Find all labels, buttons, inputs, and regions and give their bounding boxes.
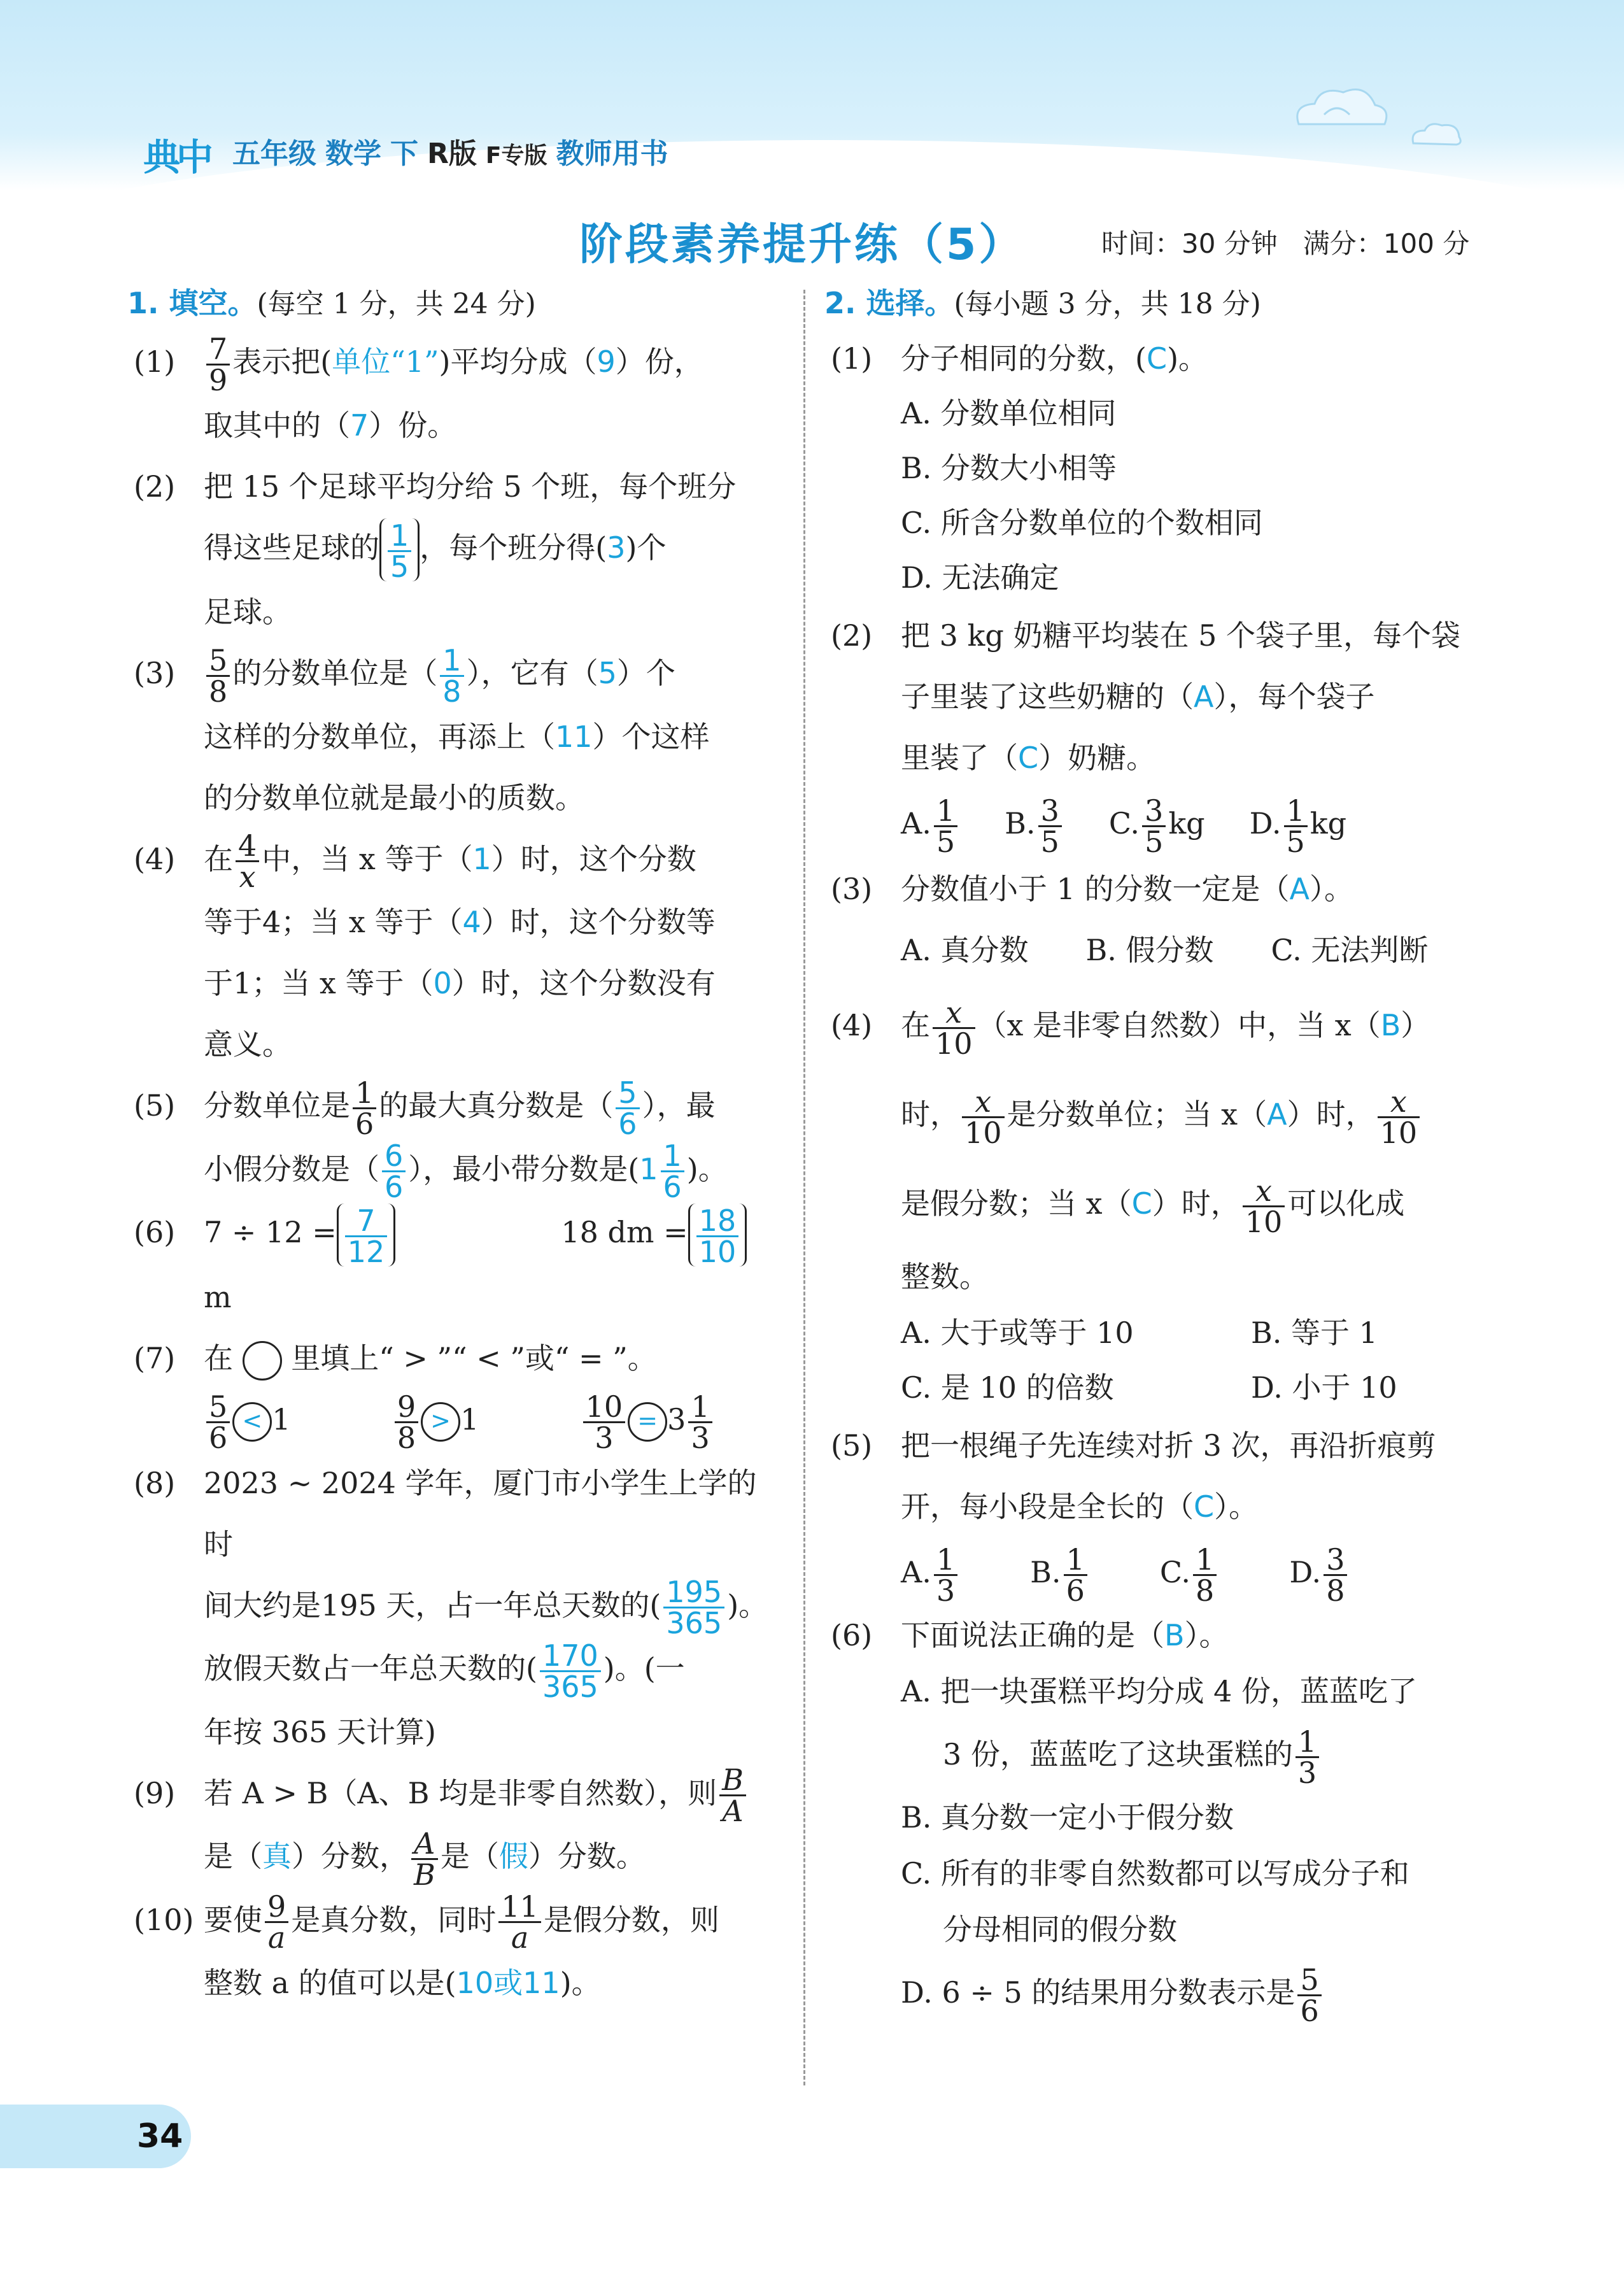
- compare-circle: >: [421, 1402, 460, 1442]
- option: C. 所有的非零自然数都可以写成分子和: [901, 1856, 1409, 1891]
- option: B. 真分数一定小于假分数: [901, 1800, 1234, 1835]
- option: C. 是 10 的倍数: [901, 1370, 1114, 1405]
- time-label: 时间：30 分钟: [1101, 228, 1278, 259]
- page-number-tab: [0, 2105, 191, 2168]
- compare-circle: <: [232, 1402, 272, 1442]
- option: B. 等于 1: [1251, 1316, 1378, 1350]
- option: C. $\frac{3}{5}$ kg: [1108, 793, 1205, 859]
- question-2-4: (4) 在 $\frac{x}{10}$ （x 是非零自然数）中，当 x（B） 时， $\frac{x}{10}$ 是分数单位；当 x（A）时， $\frac{x}{10}$ 是假分数；当 x（C）时， $\frac{x}{10}$ 可以化成 整数。 A. 大于或等于 10 B. 等于 1 C. 是 10 的倍数 D. 小于 10: [824, 981, 1480, 1415]
- question-1-5: (5) 分数单位是 $\frac{1}{6}$ 的最大真分数是（ $\frac{5}{6}$ ），最 小假分数是（ $\frac{6}{6}$ ），最小带分数是(1 $\frac{1}{6}$ )。: [134, 1075, 728, 1205]
- cloud-small-icon: [1407, 118, 1464, 150]
- option: D. $\frac{3}{8}$: [1289, 1537, 1350, 1607]
- answer: 3: [607, 530, 626, 565]
- logo: 典中: [143, 136, 210, 179]
- option: B. $\frac{1}{6}$: [1030, 1537, 1090, 1607]
- option: A. $\frac{1}{3}$: [901, 1537, 960, 1607]
- answer: 9: [597, 344, 616, 379]
- option: A. 大于或等于 10: [901, 1316, 1134, 1350]
- option: D. 无法确定: [901, 560, 1059, 595]
- term-label: 下: [390, 138, 418, 170]
- option: D. 6 ÷ 5 的结果用分数表示是 $\frac{5}{6}$: [901, 1957, 1480, 2027]
- option: B. $\frac{3}{5}$: [1005, 788, 1064, 858]
- question-2-5: (5) 把一根绳子先连续对折 3 次，再沿折痕剪 开，每小段是全长的（C）。 A. $\frac{1}{3}$ B. $\frac{1}{6}$ C. $\frac{1}{8}$ D. $\frac{3}{8}$: [831, 1428, 1436, 1608]
- option: A. 真分数: [901, 933, 1029, 967]
- question-1-7: (7) 在 里填上“ > ”“ < ”或“ = ”。 $\frac{5}{6}$ < 1 $\frac{9}{8}$ > 1 $\frac{10}{3}$ = 3 $\frac{1}{3}$: [127, 1328, 783, 1452]
- question-1-8: (8) 2023 ~ 2024 学年，厦门市小学生上学的时 间大约是195 天，占一年总天数的( $\frac{195}{365}$ )。 放假天数占一年总天数的( $\frac{170}{365}$ )。(一 年按 365 天计算): [134, 1465, 768, 1749]
- exam-meta: [1101, 223, 1495, 261]
- book-label: 教师用书: [556, 138, 668, 170]
- section-2-heading: 2. 选择。(每小题 3 分，共 18 分): [824, 286, 1261, 320]
- option: D. $\frac{1}{5}$ kg: [1249, 793, 1347, 859]
- circle-icon: [243, 1341, 282, 1381]
- left-column: [127, 280, 783, 2013]
- score-label: 满分：100 分: [1303, 228, 1470, 259]
- grade-label: 五年级: [232, 138, 316, 170]
- cloud-icon: [1286, 80, 1394, 137]
- edition-label: R版: [427, 138, 477, 170]
- page-number: 34: [137, 2117, 183, 2155]
- question-2-2: (2) 把 3 kg 奶糖平均装在 5 个袋子里，每个袋 子里装了这些奶糖的（A），每个袋子 里装了（C）奶糖。 A. $\frac{1}{5}$ B. $\frac{3}{5}$ C. $\frac{3}{5}$ kg D. $\frac{1}{5}$ kg: [831, 618, 1460, 859]
- question-2-1: (1) 分子相同的分数，(C)。 A. 分数单位相同 B. 分数大小相等 C. 所含分数单位的个数相同 D. 无法确定: [824, 331, 1480, 605]
- answer: 单位“1”: [332, 344, 439, 379]
- option: C. 所含分数单位的个数相同: [901, 506, 1263, 540]
- option: A. 把一块蛋糕平均分成 4 份，蓝蓝吃了: [901, 1674, 1417, 1708]
- answer: $\frac{1}{8}$: [440, 646, 463, 706]
- option: B. 分数大小相等: [901, 451, 1117, 485]
- option: A. $\frac{1}{5}$: [901, 788, 960, 858]
- compare-circle: =: [628, 1402, 667, 1442]
- question-2-3: (3) 分数值小于 1 的分数一定是（A）。 A. 真分数 B. 假分数 C. 无法判断: [824, 858, 1480, 981]
- question-1-4: (4) 在 $\frac{4}{x}$ 中，当 x 等于（1）时，这个分数 等于4；当 x 等于（4）时，这个分数等 于1；当 x 等于（0）时，这个分数没有 意义。: [134, 828, 716, 1062]
- option: A. 分数单位相同: [901, 396, 1117, 430]
- option: C. 无法判断: [1271, 933, 1429, 967]
- answer: 7: [350, 408, 369, 443]
- right-column: [824, 280, 1480, 2027]
- question-1-9: (9) 若 A > B（A、B 均是非零自然数），则 $\frac{B}{A}$ 是（真）分数， $\frac{A}{B}$ 是（假）分数。: [127, 1763, 783, 1889]
- question-2-6: (6) 下面说法正确的是（B）。 A. 把一块蛋糕平均分成 4 份，蓝蓝吃了 3 份，蓝蓝吃了这块蛋糕的 $\frac{1}{3}$ B. 真分数一定小于假分数 C. 所有的非零自然数都可以写成分子和 分母相同的假分数 D. 6 ÷ 5 的结果用分数表示是 $\frac{5}{6}$: [824, 1607, 1480, 2027]
- question-1-2: (2) 把 15 个足球平均分给 5 个班，每个班分 得这些足球的 $\frac{1}{5}$ ，每个班分得(3)个 足球。: [134, 469, 737, 630]
- page-title: 阶段素养提升练（5）: [579, 220, 1025, 270]
- special-label: F专版: [485, 143, 547, 169]
- question-1-3: (3) $\frac{5}{8}$ 的分数单位是（ $\frac{1}{8}$ ），它有（5）个 这样的分数单位，再添上（11）个这样 的分数单位就是最小的质数。: [134, 643, 710, 815]
- option: B. 假分数: [1085, 933, 1214, 967]
- option: C. $\frac{1}{8}$: [1160, 1537, 1219, 1607]
- subject-label: 数学: [325, 138, 381, 170]
- fraction: $\frac{7}{9}$: [206, 334, 230, 395]
- column-divider: [803, 290, 805, 2085]
- section-1-heading: 1. 填空。(每空 1 分，共 24 分): [127, 286, 536, 320]
- question-1-10: (10) 要使 $\frac{9}{a}$ 是真分数，同时 $\frac{11}{a}$ 是假分数，则 整数 a 的值可以是(10或11)。: [134, 1889, 719, 2000]
- series-label: [232, 131, 677, 171]
- question-1-6: (6) 7 ÷ 12 = $\frac{7}{12}$ 18 dm = $\frac{18}{10}$ m: [127, 1202, 783, 1328]
- question-1-1: (1) $\frac{7}{9}$ 表示把(单位“1”)平均分成（9）份， 取其中的（7）份。: [134, 331, 703, 443]
- option: D. 小于 10: [1251, 1370, 1397, 1405]
